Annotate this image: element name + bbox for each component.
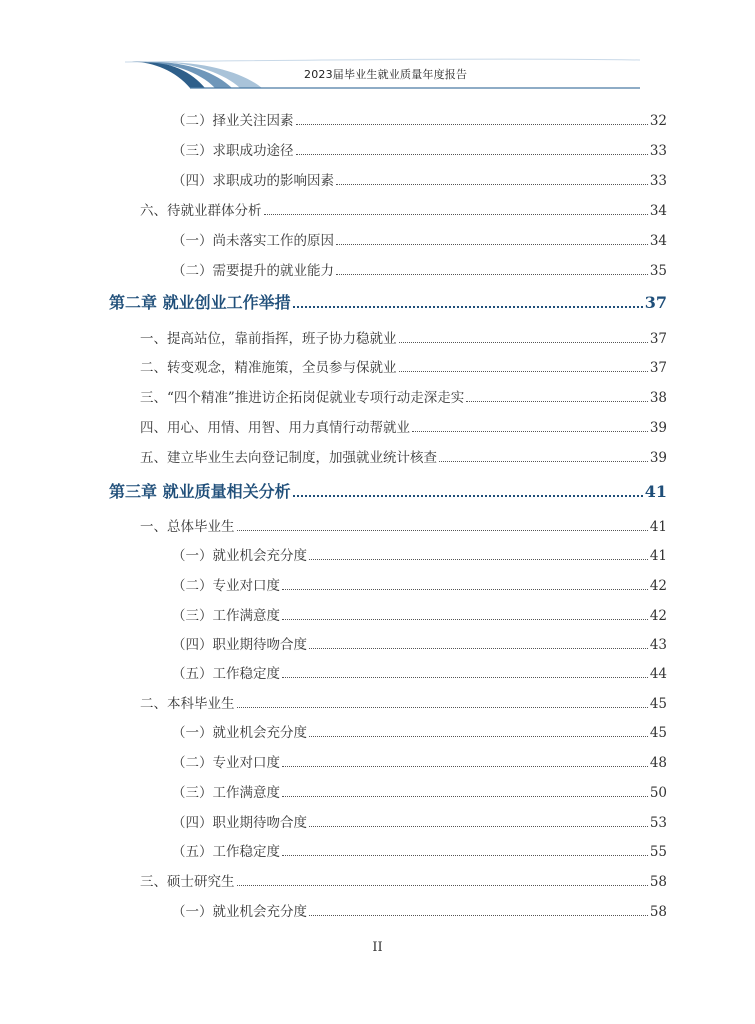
toc-entry[interactable]: （二）择业关注因素 32: [172, 113, 667, 129]
toc-entry[interactable]: 三、“四个精准”推进访企拓岗促就业专项行动走深走实 38: [140, 390, 667, 406]
toc-entry[interactable]: （一）就业机会充分度 58: [172, 904, 667, 920]
toc-entry[interactable]: （三）工作满意度 42: [172, 608, 667, 624]
page-number: II: [372, 940, 383, 955]
page-header: [0, 0, 755, 100]
toc-entry[interactable]: （四）求职成功的影响因素 33: [172, 173, 667, 189]
toc-entry[interactable]: 三、硕士研究生 58: [140, 874, 667, 890]
toc-entry[interactable]: （二）需要提升的就业能力 35: [172, 263, 667, 279]
toc-entry[interactable]: 四、用心、用情、用智、用力真情行动帮就业 39: [140, 420, 667, 436]
toc-entry[interactable]: 二、转变观念，精准施策，全员参与保就业 37: [140, 360, 667, 376]
toc-entry[interactable]: （三）求职成功途径 33: [172, 143, 667, 159]
toc-entry[interactable]: 六、待就业群体分析 34: [140, 203, 667, 219]
toc-entry[interactable]: （一）就业机会充分度 45: [172, 725, 667, 741]
toc-entry[interactable]: （一）尚未落实工作的原因 34: [172, 233, 667, 249]
toc-entry[interactable]: （四）职业期待吻合度 43: [172, 637, 667, 653]
toc-chapter-entry[interactable]: 第二章 就业创业工作举措 37: [109, 293, 667, 312]
toc-entry[interactable]: （二）专业对口度 42: [172, 578, 667, 594]
toc-entry[interactable]: 一、总体毕业生 41: [140, 519, 667, 535]
toc-entry[interactable]: （五）工作稳定度 55: [172, 844, 667, 860]
toc-entry[interactable]: 一、提高站位，靠前指挥，班子协力稳就业 37: [140, 331, 667, 347]
toc-entry[interactable]: 五、建立毕业生去向登记制度，加强就业统计核查 39: [140, 450, 667, 466]
toc-entry[interactable]: 二、本科毕业生 45: [140, 696, 667, 712]
header-title: 2023届毕业生就业质量年度报告: [304, 68, 468, 81]
toc-chapter-entry[interactable]: 第三章 就业质量相关分析 41: [109, 482, 667, 501]
toc-entry[interactable]: （二）专业对口度 48: [172, 755, 667, 771]
header-wave-decoration: [0, 0, 755, 100]
toc-entry[interactable]: （四）职业期待吻合度 53: [172, 815, 667, 831]
toc-entry[interactable]: （三）工作满意度 50: [172, 785, 667, 801]
toc-entry[interactable]: （五）工作稳定度 44: [172, 666, 667, 682]
toc-entry[interactable]: （一）就业机会充分度 41: [172, 548, 667, 564]
